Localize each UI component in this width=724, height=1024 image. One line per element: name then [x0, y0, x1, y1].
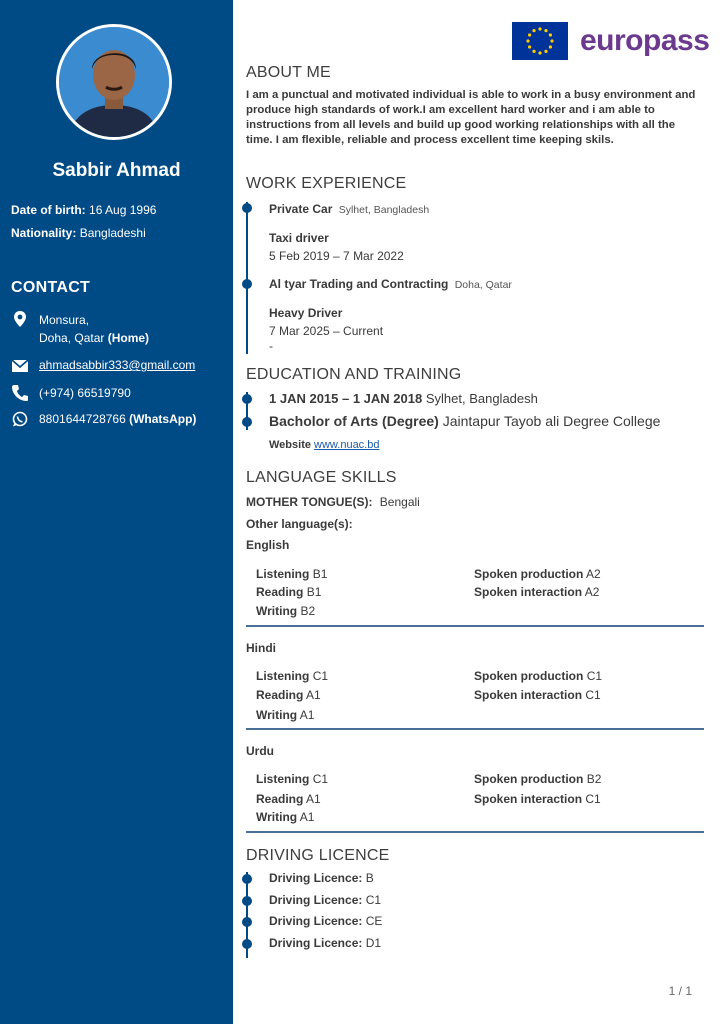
language-divider — [246, 625, 704, 627]
job-employer: Al tyar Trading and Contracting — [269, 277, 449, 291]
whatsapp-icon — [11, 410, 29, 428]
email-icon — [11, 357, 29, 375]
job-employer: Private Car — [269, 202, 333, 216]
address-line-1: Monsura, — [39, 313, 90, 327]
location-pin-icon — [11, 310, 29, 328]
skill-listening — [256, 567, 327, 581]
date-of-birth — [11, 203, 156, 217]
skill-label: Listening — [256, 772, 310, 786]
education-dates: 1 JAN 2015 – 1 JAN 2018 — [269, 391, 423, 406]
education-title: EDUCATION AND TRAINING — [246, 366, 462, 383]
skill-writing — [256, 604, 315, 618]
address-city: Doha, Qatar — [39, 331, 105, 345]
job-dates: 7 Mar 2025 – Current — [269, 324, 384, 338]
licence-label: Driving Licence: — [269, 936, 363, 950]
skill-label: Reading — [256, 688, 304, 702]
job-role — [269, 306, 342, 320]
job-location: Sylhet, Bangladesh — [338, 204, 430, 216]
job-dates: 5 Feb 2019 – 7 Mar 2022 — [269, 249, 404, 263]
candidate-name: Sabbir Ahmad — [52, 160, 181, 181]
address-tag: (Home) — [107, 331, 150, 345]
language-name-text: Hindi — [246, 641, 276, 655]
skill-label: Writing — [256, 604, 298, 618]
skill-label: Writing — [256, 708, 298, 722]
skill-spoken-interaction — [474, 792, 601, 806]
timeline-dot — [242, 417, 252, 427]
licence-label: Driving Licence: — [269, 893, 363, 907]
licence-value: CE — [365, 914, 383, 928]
mother-tongue-value: Bengali — [379, 495, 420, 509]
licence-label: Driving Licence: — [269, 914, 363, 928]
licence-value: C1 — [365, 893, 382, 907]
about-text: I am a punctual and motivated individual is able to work in a busy environment and produce high standards of work.I am excellent hard worker and i am able to instructions from all levels and build up good working relationships with all the time. I am flexible, reliable and process excellent time keeping skils. — [246, 89, 696, 146]
mother-tongue-label: MOTHER TONGUE(S): — [246, 495, 373, 509]
job-role-text: Heavy Driver — [269, 306, 343, 320]
job-employer-line — [269, 277, 512, 291]
skill-level: A1 — [299, 708, 315, 722]
licence-value: B — [365, 871, 374, 885]
language-name-text: English — [246, 538, 290, 552]
skill-level: B1 — [306, 585, 322, 599]
skill-label: Spoken interaction — [474, 688, 583, 702]
other-languages-text: Other language(s): — [246, 517, 353, 531]
dob-value: 16 Aug 1996 — [89, 203, 157, 217]
education-website — [269, 439, 379, 451]
skill-reading — [256, 792, 321, 806]
skill-level: A2 — [586, 567, 601, 581]
skill-label: Listening — [256, 567, 310, 581]
address — [39, 311, 149, 347]
skill-label: Spoken interaction — [474, 585, 583, 599]
timeline-dot — [242, 896, 252, 906]
job-location: Doha, Qatar — [454, 279, 512, 291]
education-place: Sylhet, Bangladesh — [425, 391, 538, 406]
skill-listening — [256, 772, 328, 786]
phone-icon — [11, 384, 29, 402]
whatsapp-number: 8801644728766 — [39, 412, 126, 426]
skill-spoken-interaction — [474, 585, 599, 599]
skill-writing — [256, 708, 314, 722]
nationality-value: Bangladeshi — [79, 226, 146, 240]
eu-flag-icon — [512, 22, 568, 60]
timeline-dot — [242, 279, 252, 289]
language-divider — [246, 728, 704, 730]
website-label: Website — [269, 439, 311, 451]
work-title: WORK EXPERIENCE — [246, 175, 407, 192]
other-languages-label — [246, 517, 353, 531]
skill-level: A1 — [306, 792, 321, 806]
skill-level: C1 — [585, 688, 601, 702]
language-name-text: Urdu — [246, 744, 274, 758]
website-link[interactable]: www.nuac.bd — [314, 439, 380, 451]
about-title: ABOUT ME — [246, 64, 331, 81]
skill-label: Spoken production — [474, 772, 584, 786]
driving-licence-item — [269, 936, 381, 950]
timeline-dot — [242, 874, 252, 884]
timeline-dot — [242, 939, 252, 949]
skill-label: Reading — [256, 585, 304, 599]
email-link[interactable]: ahmadsabbir333@gmail.com — [39, 358, 196, 372]
skill-label: Listening — [256, 669, 310, 683]
skill-spoken-production — [474, 669, 602, 683]
job-employer-line — [269, 202, 429, 216]
sidebar — [0, 0, 233, 1024]
language-name — [246, 641, 276, 655]
skill-spoken-interaction — [474, 688, 601, 702]
job-role — [269, 231, 329, 245]
skill-label: Reading — [256, 792, 304, 806]
skill-level: B1 — [312, 567, 328, 581]
skill-level: C1 — [312, 669, 329, 683]
phone: (+974) 66519790 — [39, 386, 131, 400]
driving-licence-item — [269, 914, 382, 928]
dob-label: Date of birth: — [11, 203, 86, 217]
skill-level: C1 — [586, 669, 603, 683]
whatsapp — [39, 410, 196, 428]
nationality-label: Nationality: — [11, 226, 77, 240]
profile-photo — [56, 24, 172, 140]
driving-title: DRIVING LICENCE — [246, 847, 390, 864]
skill-label: Spoken production — [474, 567, 584, 581]
language-name — [246, 538, 289, 552]
skill-level: C1 — [585, 792, 601, 806]
licence-value: D1 — [365, 936, 382, 950]
education-degree-line — [269, 413, 660, 429]
timeline-dot — [242, 917, 252, 927]
profile-photo-image — [59, 27, 169, 137]
timeline-dot — [242, 203, 252, 213]
skill-reading — [256, 688, 321, 702]
skill-listening — [256, 669, 328, 683]
driving-licence-item — [269, 871, 374, 885]
skill-level: C1 — [312, 772, 329, 786]
page-number: 1 / 1 — [668, 984, 692, 998]
skill-reading — [256, 585, 321, 599]
skill-label: Writing — [256, 810, 298, 824]
address-line-2 — [39, 329, 149, 347]
skill-level: A2 — [584, 585, 600, 599]
licence-label: Driving Licence: — [269, 871, 363, 885]
skill-level: B2 — [300, 604, 316, 618]
skill-level: A1 — [306, 688, 321, 702]
skill-spoken-production — [474, 772, 601, 786]
skill-level: B2 — [586, 772, 602, 786]
skill-label: Spoken production — [474, 669, 584, 683]
skill-label: Spoken interaction — [474, 792, 583, 806]
job-extra: - — [269, 339, 273, 353]
europass-wordmark: europass — [580, 24, 710, 57]
education-dates-line — [269, 391, 538, 406]
whatsapp-tag: (WhatsApp) — [129, 412, 197, 426]
email — [39, 356, 195, 374]
timeline-dot — [242, 394, 252, 404]
nationality — [11, 226, 146, 240]
language-divider — [246, 831, 704, 833]
skill-level: A1 — [299, 810, 315, 824]
skill-writing — [256, 810, 314, 824]
education-degree: Bacholor of Arts (Degree) — [269, 413, 439, 429]
driving-licence-item — [269, 893, 381, 907]
job-role-text: Taxi driver — [269, 231, 329, 245]
language-name — [246, 744, 274, 758]
contact-title: CONTACT — [11, 279, 91, 296]
work-timeline — [246, 202, 248, 354]
skill-spoken-production — [474, 567, 601, 581]
languages-title: LANGUAGE SKILLS — [246, 469, 397, 486]
education-institution: Jaintapur Tayob ali Degree College — [442, 413, 661, 429]
mother-tongue — [246, 495, 420, 509]
